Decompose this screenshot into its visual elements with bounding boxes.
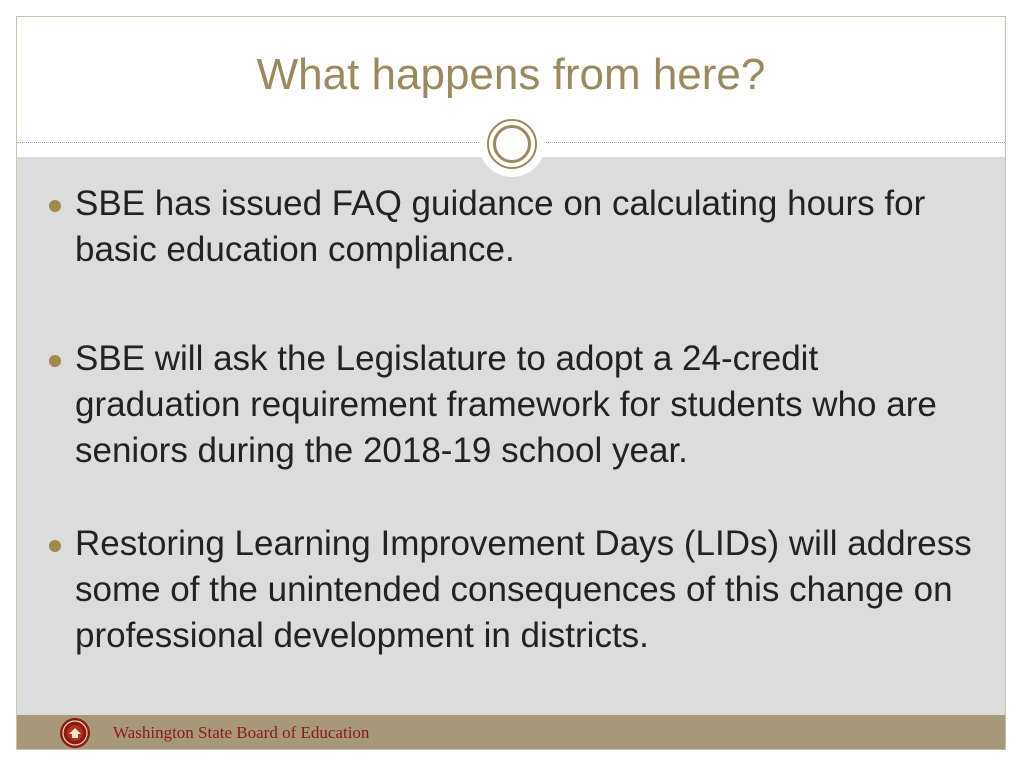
bullet-dot-icon (49, 200, 61, 212)
bullet-dot-icon (49, 540, 61, 552)
content-area (17, 157, 1005, 715)
seal-icon (59, 717, 91, 749)
bullet-item-2: SBE will ask the Legislature to adopt a 24-credit graduation requirement framework for students who are seniors during the 2018-19 school year. (75, 339, 937, 470)
title-ornament (479, 111, 545, 177)
slide (16, 16, 1006, 750)
slide-title: What happens from here? (256, 50, 766, 99)
bullet-dot-icon (49, 355, 61, 367)
footer (17, 715, 1005, 750)
ornament-ring-icon (487, 119, 537, 169)
bullet-item-3: Restoring Learning Improvement Days (LIDs) will address some of the unintended consequences of this change on professional development in districts. (75, 524, 972, 655)
bullet-item-1: SBE has issued FAQ guidance on calculating hours for basic education compliance. (75, 184, 926, 269)
footer-organization: Washington State Board of Education (113, 723, 370, 742)
